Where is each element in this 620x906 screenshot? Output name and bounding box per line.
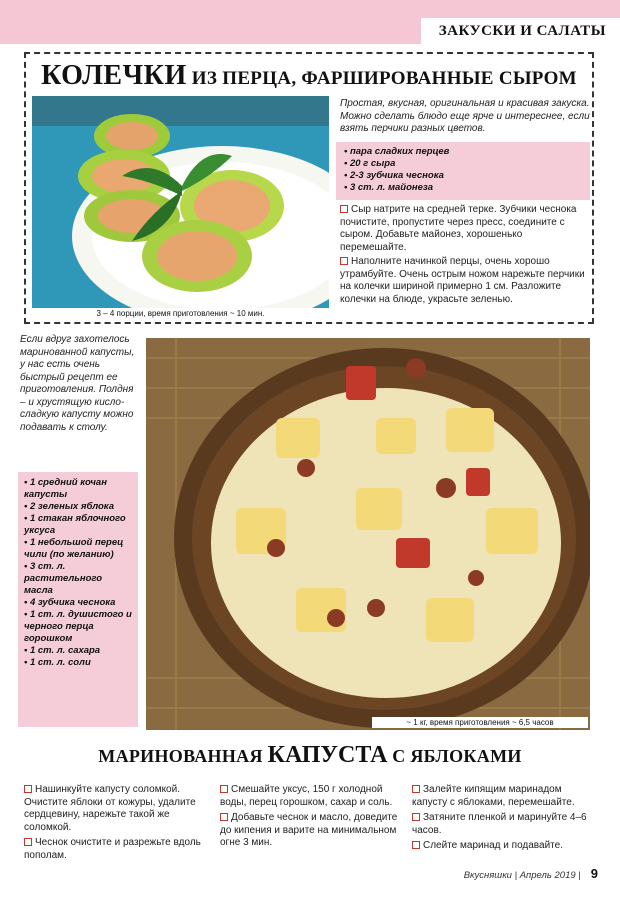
recipe1-caption: 3 – 4 порции, время приготовления ~ 10 мин. <box>32 308 329 320</box>
page-number: 9 <box>590 866 598 881</box>
ingredient-item: • 1 ст. л. сахара <box>24 645 132 657</box>
ingredient-item: • 3 ст. л. майонеза <box>344 182 582 194</box>
square-bullet-icon <box>24 838 32 846</box>
step-text: Сыр натрите на средней терке. Зубчики чеснока почистите, пропустите через пресс, соедините с сыром. Добавьте майонез, хорошенько перемешайте. <box>340 204 577 253</box>
step-paragraph <box>340 256 590 306</box>
square-bullet-icon <box>220 785 228 793</box>
ingredient-item: • 1 ст. л. соли <box>24 657 132 669</box>
sauerkraut-bowl-image <box>146 338 590 730</box>
recipe1-title <box>26 60 592 92</box>
section-title: ЗАКУСКИ И САЛАТЫ <box>421 18 620 44</box>
recipe1-photo <box>32 96 329 308</box>
step-paragraph <box>412 812 594 837</box>
recipe2-title <box>0 742 620 769</box>
ingredient-item: • 20 г сыра <box>344 158 582 170</box>
recipe2-steps-column-1 <box>24 784 206 865</box>
square-bullet-icon <box>412 841 420 849</box>
square-bullet-icon <box>340 257 348 265</box>
ingredient-item: • 1 небольшой перец чили (по желанию) <box>24 537 132 561</box>
ingredient-item: • 1 стакан яблочного уксуса <box>24 513 132 537</box>
step-paragraph <box>340 204 590 254</box>
step-paragraph <box>220 812 402 850</box>
step-text: Залейте кипящим маринадом капусту с яблоками, перемешайте. <box>412 784 575 808</box>
step-text: Чеснок очистите и разрежьте вдоль пополам. <box>24 837 201 861</box>
recipe2-intro: Если вдруг захотелось маринованной капусты, у нас есть очень быстрый рецепт ее приготовления. Полдня – и хрустящую кисло-сладкую капусту можно подавать к столу. <box>20 334 135 433</box>
step-paragraph <box>24 837 206 862</box>
step-text: Наполните начинкой перцы, очень хорошо утрамбуйте. Очень острым ножом нарежьте перчики на колечки шириной примерно 1 см. Разложите колечки на блюде, украсьте зеленью. <box>340 256 585 305</box>
step-paragraph <box>412 840 594 853</box>
square-bullet-icon <box>24 785 32 793</box>
recipe1-ingredients <box>336 142 590 200</box>
ingredient-item: • 3 ст. л. растительного масла <box>24 561 132 597</box>
ingredient-item: • 1 ст. л. душистого и черного перца горошком <box>24 609 132 645</box>
step-paragraph <box>412 784 594 809</box>
step-text: Затяните пленкой и маринуйте 4–6 часов. <box>412 812 587 836</box>
step-text: Слейте маринад и подавайте. <box>423 840 563 851</box>
square-bullet-icon <box>412 813 420 821</box>
step-paragraph <box>24 784 206 834</box>
ingredient-item: • пара сладких перцев <box>344 146 582 158</box>
ingredient-item: • 2 зеленых яблока <box>24 501 132 513</box>
step-text: Добавьте чеснок и масло, доведите до кипения и варите на минимальном огне 3 мин. <box>220 812 398 848</box>
recipe1-intro: Простая, вкусная, оригинальная и красивая закуска. Можно сделать блюдо еще ярче и интереснее, если взять перчики разных цветов. <box>340 98 590 134</box>
recipe1-frame <box>24 52 594 324</box>
recipe2-caption: ~ 1 кг, время приготовления ~ 6,5 часов <box>372 717 588 728</box>
stuffed-pepper-rings-image <box>32 96 329 308</box>
recipe2-title-main: КАПУСТА <box>267 742 388 768</box>
recipe2-ingredients <box>18 472 138 727</box>
recipe1-steps <box>340 204 590 308</box>
recipe2-steps-column-3 <box>412 784 594 856</box>
recipe2-title-part1: МАРИНОВАННАЯ <box>98 746 268 766</box>
recipe2-steps-column-2 <box>220 784 402 853</box>
square-bullet-icon <box>220 813 228 821</box>
ingredient-item: • 1 средний кочан капусты <box>24 477 132 501</box>
step-text: Смешайте уксус, 150 г холодной воды, перец горошком, сахар и соль. <box>220 784 393 808</box>
recipe2-photo <box>146 338 590 730</box>
page-footer <box>464 866 598 881</box>
step-text: Нашинкуйте капусту соломкой. Очистите яблоки от кожуры, удалите сердцевину, нарежьте такой же соломкой. <box>24 784 196 833</box>
square-bullet-icon <box>340 205 348 213</box>
step-paragraph <box>220 784 402 809</box>
ingredient-item: • 4 зубчика чеснока <box>24 597 132 609</box>
square-bullet-icon <box>412 785 420 793</box>
magazine-name: Вкусняшки | Апрель 2019 | <box>463 870 581 881</box>
recipe1-title-main: КОЛЕЧКИ <box>41 60 187 91</box>
ingredient-item: • 2-3 зубчика чеснока <box>344 170 582 182</box>
recipe2-title-part2: С ЯБЛОКАМИ <box>387 746 522 766</box>
recipe1-title-rest: ИЗ ПЕРЦА, ФАРШИРОВАННЫЕ СЫРОМ <box>186 68 577 89</box>
